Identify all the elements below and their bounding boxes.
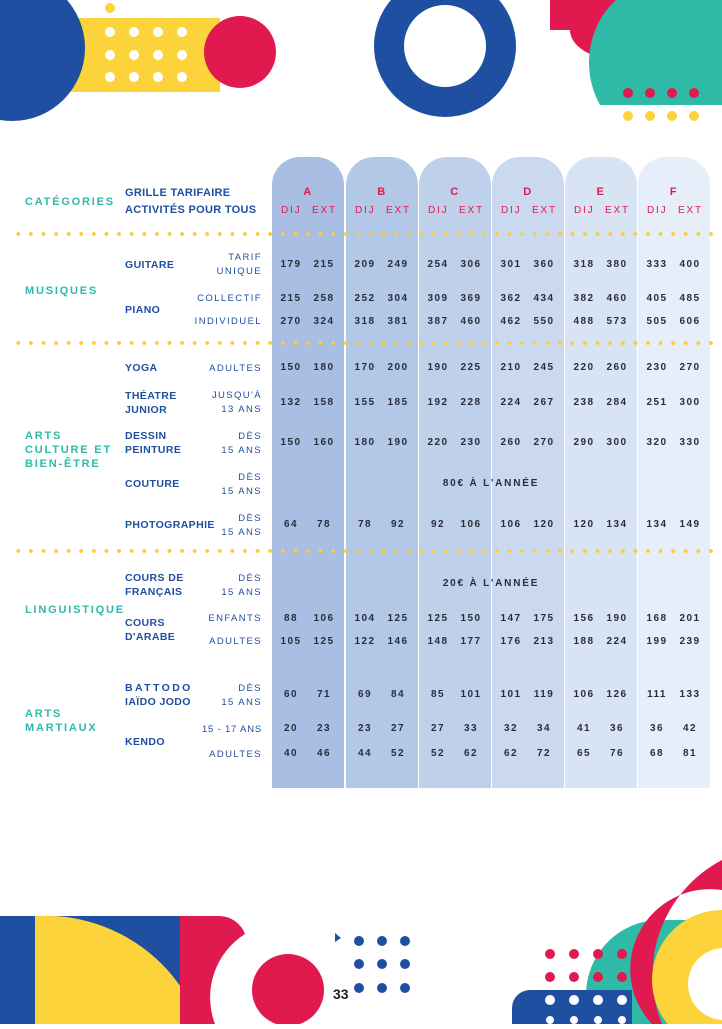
price-cell: 106 (500, 519, 522, 530)
price-cell: 133 (679, 689, 701, 700)
price-cell: 88 (284, 613, 298, 624)
deco-bottom-right-shapes (512, 860, 722, 1024)
deco-ring-shape (372, 0, 518, 122)
sublabel-des: DÈS (238, 573, 262, 584)
price-cell: 101 (460, 689, 482, 700)
dij-header: DIJ (647, 205, 668, 216)
price-cell: 106 (313, 613, 335, 624)
price-cell: 179 (280, 259, 302, 270)
price-cell: 254 (427, 259, 449, 270)
price-cell: 360 (533, 259, 555, 270)
price-cell: 34 (537, 723, 551, 734)
price-cell: 220 (427, 437, 449, 448)
price-cell: 134 (606, 519, 628, 530)
activity-piano: PIANO (125, 304, 161, 316)
price-cell: 150 (280, 437, 302, 448)
price-cell: 156 (573, 613, 595, 624)
price-cell: 199 (646, 636, 668, 647)
price-cell: 434 (533, 293, 555, 304)
price-cell: 309 (427, 293, 449, 304)
sublabel-adultes: ADULTES (209, 749, 262, 760)
price-cell: 300 (606, 437, 628, 448)
dij-header: DIJ (428, 205, 449, 216)
price-cell: 290 (573, 437, 595, 448)
dij-header: DIJ (281, 205, 302, 216)
price-cell: 180 (354, 437, 376, 448)
price-cell: 606 (679, 316, 701, 327)
sublabel-15-ans: 15 ANS (221, 445, 262, 456)
price-cell: 245 (533, 362, 555, 373)
price-cell: 460 (606, 293, 628, 304)
price-cell: 120 (573, 519, 595, 530)
price-cell: 106 (460, 519, 482, 530)
price-cell: 387 (427, 316, 449, 327)
price-cell: 573 (606, 316, 628, 327)
price-cell: 228 (460, 397, 482, 408)
price-cell: 40 (284, 748, 298, 759)
price-cell: 126 (606, 689, 628, 700)
price-cell: 85 (431, 689, 445, 700)
ext-header: EXT (605, 205, 630, 216)
price-cell: 158 (313, 397, 335, 408)
ext-header: EXT (678, 205, 703, 216)
price-cell: 150 (460, 613, 482, 624)
dotted-separator (12, 549, 718, 553)
sublabel-15-ans: 15 ANS (221, 587, 262, 598)
sublabel-adultes: ADULTES (209, 636, 262, 647)
activity-dessin-2: PEINTURE (125, 444, 182, 456)
price-cell: 230 (460, 437, 482, 448)
category-linguistique: LINGUISTIQUE (25, 604, 125, 616)
category-arts-line2: CULTURE ET (25, 444, 112, 456)
price-cell: 175 (533, 613, 555, 624)
price-cell: 382 (573, 293, 595, 304)
price-cell: 147 (500, 613, 522, 624)
price-cell: 488 (573, 316, 595, 327)
price-cell: 239 (679, 636, 701, 647)
sublabel-tarif: TARIF (228, 252, 262, 263)
sublabel-15-17-ans: 15 - 17 ANS (201, 724, 262, 735)
price-cell: 41 (577, 723, 591, 734)
price-cell: 36 (650, 723, 664, 734)
price-cell: 400 (679, 259, 701, 270)
category-martiaux-line1: ARTS (25, 708, 63, 720)
price-cell: 362 (500, 293, 522, 304)
price-cell: 71 (317, 689, 331, 700)
price-cell: 106 (573, 689, 595, 700)
price-cell: 52 (391, 748, 405, 759)
price-cell: 122 (354, 636, 376, 647)
price-cell: 306 (460, 259, 482, 270)
sublabel-15-ans: 15 ANS (221, 527, 262, 538)
activity-cours-ar-1: COURS (125, 617, 165, 629)
price-cell: 210 (500, 362, 522, 373)
price-cell: 215 (280, 293, 302, 304)
dotted-separator (12, 341, 718, 345)
price-cell: 149 (679, 519, 701, 530)
ext-header: EXT (532, 205, 557, 216)
price-cell: 125 (427, 613, 449, 624)
price-cell: 209 (354, 259, 376, 270)
price-cell: 111 (647, 689, 667, 700)
activity-dessin-1: DESSIN (125, 430, 167, 442)
price-cell: 190 (387, 437, 409, 448)
price-cell: 36 (610, 723, 624, 734)
price-cell: 252 (354, 293, 376, 304)
deco-top-right-shapes (550, 0, 722, 125)
price-cell: 380 (606, 259, 628, 270)
price-cell: 190 (606, 613, 628, 624)
price-cell: 301 (500, 259, 522, 270)
price-cell: 81 (683, 748, 697, 759)
categories-label: CATÉGORIES (25, 196, 115, 208)
dij-header: DIJ (355, 205, 376, 216)
price-cell: 150 (280, 362, 302, 373)
price-cell: 155 (354, 397, 376, 408)
deco-top-ring (372, 0, 518, 122)
price-cell: 23 (358, 723, 372, 734)
price-cell: 101 (500, 689, 522, 700)
price-cell: 32 (504, 723, 518, 734)
activity-yoga: YOGA (125, 362, 158, 374)
sublabel-individuel: INDIVIDUEL (194, 316, 262, 327)
price-cell: 251 (646, 397, 668, 408)
price-cell: 201 (679, 613, 701, 624)
price-cell: 62 (464, 748, 478, 759)
price-cell: 84 (391, 689, 405, 700)
dij-header: DIJ (574, 205, 595, 216)
grid-label: GRILLE TARIFAIRE (125, 187, 231, 199)
category-musiques: MUSIQUES (25, 285, 99, 297)
price-cell: 125 (313, 636, 335, 647)
price-cell: 92 (391, 519, 405, 530)
price-cell: 200 (387, 362, 409, 373)
activity-theatre-1: THÉATRE (125, 390, 177, 402)
activity-battodo-1: BATTODO (125, 682, 193, 694)
activity-cours-ar-2: D'ARABE (125, 631, 176, 643)
price-cell: 42 (683, 723, 697, 734)
category-arts-line1: ARTS (25, 430, 63, 442)
group-c-label: C (450, 186, 460, 198)
sublabel-jusqua: JUSQU'À (211, 390, 262, 401)
price-cell: 177 (460, 636, 482, 647)
group-e-label: E (596, 186, 606, 198)
price-cell: 104 (354, 613, 376, 624)
price-cell: 119 (533, 689, 555, 700)
sublabel-15-ans: 15 ANS (221, 697, 262, 708)
deco-bottom-left (0, 914, 330, 1024)
price-cell: 44 (358, 748, 372, 759)
price-cell: 33 (464, 723, 478, 734)
dotted-separator (12, 232, 718, 236)
price-cell: 249 (387, 259, 409, 270)
deco-bottom-right (512, 860, 722, 1024)
group-b-label: B (377, 186, 387, 198)
price-cell: 62 (504, 748, 518, 759)
price-cell: 333 (646, 259, 668, 270)
page-number: 33 (333, 986, 349, 1002)
price-cell: 224 (500, 397, 522, 408)
price-cell: 462 (500, 316, 522, 327)
deco-bottom-left-shapes (0, 914, 330, 1024)
price-cell: 68 (650, 748, 664, 759)
price-cell: 258 (313, 293, 335, 304)
group-d-label: D (523, 186, 533, 198)
dij-header: DIJ (501, 205, 522, 216)
price-cell: 160 (313, 437, 335, 448)
ext-header: EXT (459, 205, 484, 216)
price-cell: 230 (646, 362, 668, 373)
price-cell: 72 (537, 748, 551, 759)
sublabel-13-ans: 13 ANS (221, 404, 262, 415)
price-cell: 148 (427, 636, 449, 647)
price-cell: 64 (284, 519, 298, 530)
price-cell: 190 (427, 362, 449, 373)
price-cell: 215 (313, 259, 335, 270)
price-cell: 46 (317, 748, 331, 759)
sublabel-adultes: ADULTES (209, 363, 262, 374)
sublabel-15-ans: 15 ANS (221, 486, 262, 497)
price-cell: 505 (646, 316, 668, 327)
price-cell: 238 (573, 397, 595, 408)
activity-cours-fr-2: FRANÇAIS (125, 586, 183, 598)
deco-top-left-shapes (0, 0, 290, 130)
price-cell: 220 (573, 362, 595, 373)
group-a-label: A (303, 186, 313, 198)
price-cell: 176 (500, 636, 522, 647)
sublabel-des: DÈS (238, 431, 262, 442)
price-cell: 170 (354, 362, 376, 373)
price-cell: 304 (387, 293, 409, 304)
price-cell: 270 (280, 316, 302, 327)
category-arts-line3: BIEN-ÊTRE (25, 458, 101, 470)
activity-theatre-2: JUNIOR (125, 404, 168, 416)
price-cell: 78 (317, 519, 331, 530)
price-cell: 225 (460, 362, 482, 373)
price-cell: 405 (646, 293, 668, 304)
price-cell: 78 (358, 519, 372, 530)
activity-photographie: PHOTOGRAPHIE (125, 519, 215, 531)
flat-rate-couture: 80€ À L'ANNÉE (442, 478, 540, 489)
price-cell: 20 (284, 723, 298, 734)
price-cell: 120 (533, 519, 555, 530)
price-cell: 224 (606, 636, 628, 647)
price-cell: 485 (679, 293, 701, 304)
price-cell: 60 (284, 689, 298, 700)
price-cell: 192 (427, 397, 449, 408)
activities-label: ACTIVITÉS POUR TOUS (125, 204, 257, 216)
price-cell: 260 (606, 362, 628, 373)
price-cell: 318 (354, 316, 376, 327)
price-cell: 270 (533, 437, 555, 448)
sublabel-des: DÈS (238, 683, 262, 694)
price-cell: 105 (280, 636, 302, 647)
price-cell: 125 (387, 613, 409, 624)
deco-top-left (0, 0, 290, 130)
price-cell: 180 (313, 362, 335, 373)
price-cell: 270 (679, 362, 701, 373)
price-cell: 185 (387, 397, 409, 408)
flat-rate-cours-francais: 20€ À L'ANNÉE (442, 578, 540, 589)
group-f-label: F (669, 186, 679, 198)
activity-couture: COUTURE (125, 478, 180, 490)
price-cell: 132 (280, 397, 302, 408)
price-cell: 23 (317, 723, 331, 734)
price-cell: 76 (610, 748, 624, 759)
price-cell: 146 (387, 636, 409, 647)
price-cell: 460 (460, 316, 482, 327)
sublabel-collectif: COLLECTIF (197, 293, 262, 304)
price-cell: 267 (533, 397, 555, 408)
price-cell: 52 (431, 748, 445, 759)
category-martiaux-line2: MARTIAUX (25, 722, 98, 734)
price-cell: 27 (431, 723, 445, 734)
ext-header: EXT (386, 205, 411, 216)
activity-cours-fr-1: COURS DE (125, 572, 184, 584)
price-cell: 381 (387, 316, 409, 327)
price-cell: 330 (679, 437, 701, 448)
price-cell: 188 (573, 636, 595, 647)
price-cell: 65 (577, 748, 591, 759)
price-cell: 369 (460, 293, 482, 304)
price-cell: 324 (313, 316, 335, 327)
activity-guitare: GUITARE (125, 259, 175, 271)
ext-header: EXT (312, 205, 337, 216)
price-cell: 284 (606, 397, 628, 408)
sublabel-enfants: ENFANTS (208, 613, 262, 624)
deco-top-right (550, 0, 722, 125)
sublabel-des: DÈS (238, 513, 262, 524)
sublabel-des: DÈS (238, 472, 262, 483)
price-cell: 320 (646, 437, 668, 448)
price-cell: 260 (500, 437, 522, 448)
price-cell: 318 (573, 259, 595, 270)
price-cell: 27 (391, 723, 405, 734)
price-cell: 134 (646, 519, 668, 530)
price-cell: 550 (533, 316, 555, 327)
price-cell: 92 (431, 519, 445, 530)
activity-kendo: KENDO (125, 736, 165, 748)
price-cell: 300 (679, 397, 701, 408)
price-cell: 168 (646, 613, 668, 624)
price-cell: 213 (533, 636, 555, 647)
sublabel-unique: UNIQUE (216, 266, 262, 277)
activity-battodo-2: IAÏDO JODO (125, 696, 191, 708)
price-cell: 69 (358, 689, 372, 700)
